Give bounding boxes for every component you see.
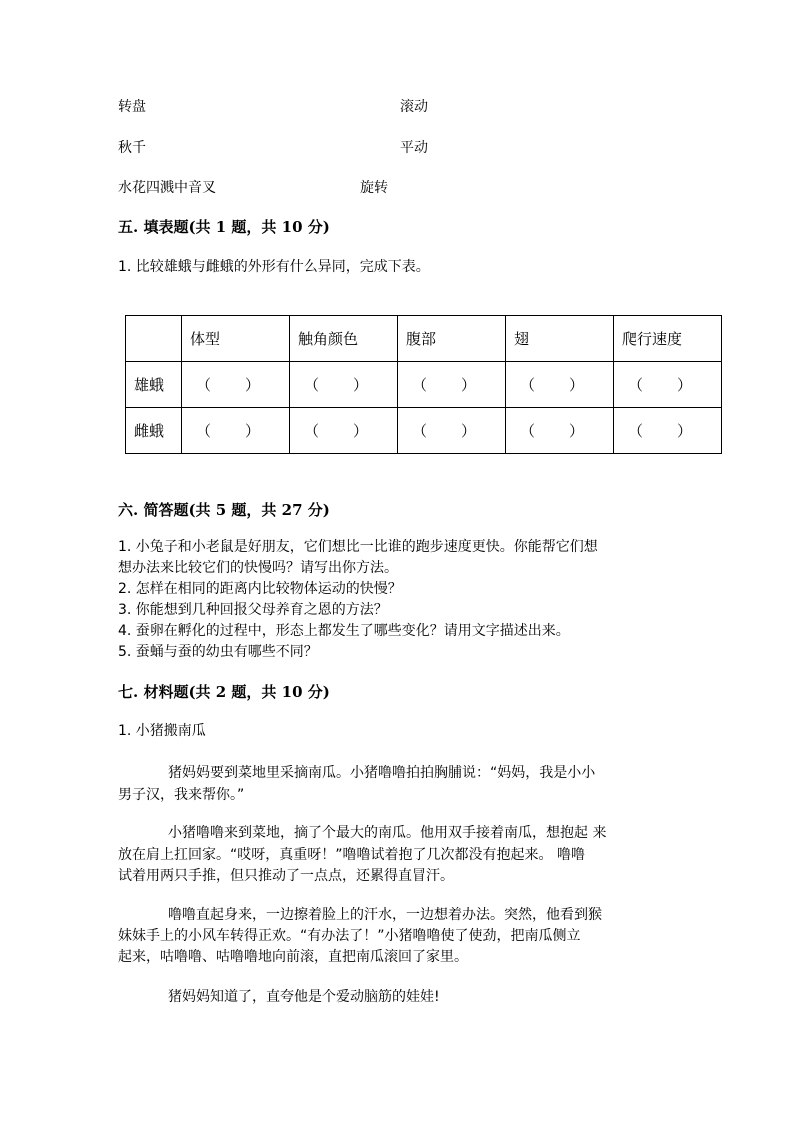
table-header-cell: 爬行速度 [614, 316, 722, 362]
story-paragraph-2-line-2: 放在肩上扛回家。“哎呀，真重呀！”噜噜试着抱了几次都没有抱起来。 噜噜 [118, 847, 585, 863]
table-row [126, 362, 722, 408]
section6-heading: 六. 简答题(共 5 题，共 27 分) [118, 501, 330, 519]
story-paragraph-2-line-3: 试着用两只手推，但只推动了一点点，还累得直冒汗。 [118, 868, 454, 884]
answer-blank[interactable] [182, 362, 290, 408]
close-paren: ） [244, 422, 260, 440]
table-header-cell: 腹部 [398, 316, 506, 362]
table-row [126, 408, 722, 454]
matching-left-2: 秋千 [118, 140, 146, 156]
matching-right-2: 平动 [400, 140, 428, 156]
section5-question-1: 1. 比较雄蛾与雌蛾的外形有什么异同，完成下表。 [118, 259, 430, 275]
table-header-row [126, 316, 722, 362]
answer-blank[interactable] [398, 362, 506, 408]
close-paren: ） [352, 422, 368, 440]
close-paren: ） [676, 422, 692, 440]
section7-heading: 七. 材料题(共 2 题，共 10 分) [118, 683, 330, 701]
close-paren: ） [244, 376, 260, 394]
matching-right-3: 旋转 [360, 180, 388, 196]
story-paragraph-1-line-2: 男子汉，我来帮你。” [118, 787, 245, 803]
section6-question-1-line-2: 想办法来比较它们的快慢吗？请写出你方法。 [118, 560, 398, 576]
answer-blank[interactable] [506, 408, 614, 454]
story-paragraph-1-line-1: 猪妈妈要到菜地里采摘南瓜。小猪噜噜拍拍胸脯说：“妈妈，我是小小 [168, 765, 596, 781]
open-paren: （ [196, 376, 212, 394]
close-paren: ） [676, 376, 692, 394]
open-paren: （ [304, 422, 320, 440]
moth-comparison-table [125, 315, 722, 454]
section6-question-4: 4. 蚕卵在孵化的过程中，形态上都发生了哪些变化？请用文字描述出来。 [118, 623, 570, 639]
open-paren: （ [520, 422, 536, 440]
open-paren: （ [412, 422, 428, 440]
answer-blank[interactable] [614, 362, 722, 408]
story-paragraph-3-line-2: 妹妹手上的小风车转得正欢。“有办法了！”小猪噜噜使了使劲，把南瓜侧立 [118, 928, 581, 944]
close-paren: ） [460, 422, 476, 440]
answer-blank[interactable] [398, 408, 506, 454]
close-paren: ） [460, 376, 476, 394]
section6-question-1-line-1: 1. 小兔子和小老鼠是好朋友，它们想比一比谁的跑步速度更快。你能帮它们想 [118, 539, 598, 555]
story-paragraph-3-line-3: 起来，咕噜噜、咕噜噜地向前滚，直把南瓜滚回了家里。 [118, 949, 468, 965]
open-paren: （ [628, 376, 644, 394]
story-paragraph-4: 猪妈妈知道了，直夸他是个爱动脑筋的娃娃! [168, 989, 440, 1005]
section6-question-5: 5. 蚕蛹与蚕的幼虫有哪些不同？ [118, 644, 318, 660]
story-paragraph-2-line-1: 小猪噜噜来到菜地，摘了个最大的南瓜。他用双手接着南瓜，想抱起 来 [168, 825, 607, 841]
open-paren: （ [628, 422, 644, 440]
open-paren: （ [304, 376, 320, 394]
table-header-cell [126, 316, 182, 362]
answer-blank[interactable] [506, 362, 614, 408]
answer-blank[interactable] [290, 362, 398, 408]
table-header-cell: 体型 [182, 316, 290, 362]
section6-question-3: 3. 你能想到几种回报父母养育之恩的方法？ [118, 602, 388, 618]
open-paren: （ [196, 422, 212, 440]
matching-right-1: 滚动 [400, 99, 428, 115]
section5-heading: 五. 填表题(共 1 题，共 10 分) [118, 218, 330, 236]
section7-question-1: 1. 小猪搬南瓜 [118, 723, 206, 739]
answer-blank[interactable] [290, 408, 398, 454]
matching-left-1: 转盘 [118, 99, 146, 115]
row-label: 雌蛾 [126, 408, 182, 454]
row-label: 雄蛾 [126, 362, 182, 408]
close-paren: ） [352, 376, 368, 394]
section6-question-2: 2. 怎样在相同的距离内比较物体运动的快慢？ [118, 581, 402, 597]
table-header-cell: 触角颜色 [290, 316, 398, 362]
open-paren: （ [412, 376, 428, 394]
open-paren: （ [520, 376, 536, 394]
close-paren: ） [568, 422, 584, 440]
story-paragraph-3-line-1: 噜噜直起身来，一边擦着脸上的汗水，一边想着办法。突然，他看到猴 [168, 907, 602, 923]
matching-left-3: 水花四溅中音叉 [118, 180, 216, 196]
answer-blank[interactable] [614, 408, 722, 454]
close-paren: ） [568, 376, 584, 394]
table-header-cell: 翅 [506, 316, 614, 362]
answer-blank[interactable] [182, 408, 290, 454]
